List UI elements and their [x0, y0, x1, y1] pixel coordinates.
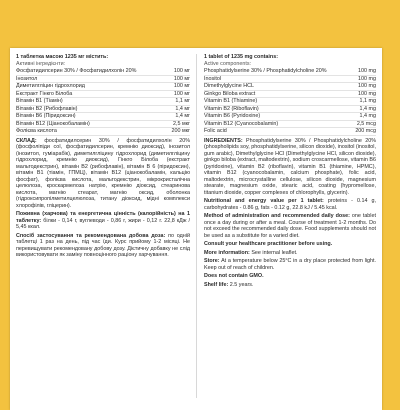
en-shelf-life	[204, 282, 376, 289]
uk-ingredient-row	[16, 83, 190, 91]
en-ingredient-row	[204, 105, 376, 113]
uk-ingredient-value: 100 мг	[154, 75, 190, 83]
en-ingredient-name: Vitamin B2 (Riboflavin)	[204, 105, 340, 113]
en-ingredient-value: 1,4 mg	[340, 113, 376, 121]
uk-usage	[16, 233, 190, 259]
uk-ingredient-name: Екстракт Гінкго Білоба	[16, 90, 154, 98]
en-nutrition	[204, 198, 376, 211]
en-method-text: one tablet once a day during or after a meal. Course of treatment 1-2 months. Do not exceed the recommended daily dose. Food supplements should not be used as a substitute for a varied diet.	[204, 213, 377, 239]
english-column	[204, 54, 376, 288]
en-ingredient-row	[204, 90, 376, 98]
uk-ingredient-row	[16, 128, 190, 136]
en-active-label: Active components:	[204, 60, 252, 67]
uk-ingredient-row	[16, 75, 190, 83]
uk-ingredient-row	[16, 90, 190, 98]
uk-ingredient-value: 100 мг	[154, 83, 190, 91]
en-ingredient-value: 100 mg	[340, 75, 376, 83]
uk-ingredient-row	[16, 113, 190, 121]
uk-ingredient-value: 1,4 мг	[154, 113, 190, 121]
uk-ingredient-value: 100 мг	[154, 68, 190, 75]
uk-composition-text: фосфатидилсерин 30% / фосфатидилхолін 20% (фосфоліпіди сої, фосфатидилсерин, кремнію диоксид), інозитол (інозитол, гуміарабік), диметилгліцину гідрохлорид (диметилгліцину гідрохлорид, кремнію диоксид), Гінкго Білоба (екстракт мальтодекстрин), вітамін В2 (рибофлавін), вітамін В 6 (піридоксин), вітамін В1 (тіамін, ГПМЦ), вітамін В12 (ціанокобаламін, кальцію фосфат), фолієва кислота, мальтодекстрин, мікрокристалічна целюлоза, кроскармелоза натрію, кремнію діоксид, стеаринова кислота, магнію стеарат, магнію оксид, оболонка (гідроксипропілметилцелюлоза, титану діоксид, мідні комплекси хлорофілів, гліцерин).	[16, 137, 191, 209]
uk-composition-label: СКЛАД:	[16, 137, 37, 144]
en-ingredient-name: Vitamin B6 (Pyridoxine)	[204, 113, 340, 121]
en-store-label: Store:	[204, 258, 220, 264]
en-ingredient-value: 100 mg	[340, 83, 376, 91]
en-method-label: Method of administration and recommended daily dose:	[204, 213, 350, 219]
en-ingredient-name: Folic acid	[204, 128, 340, 136]
uk-ingredient-name: Вітамін В1 (Тіамін)	[16, 98, 154, 106]
en-consult-label: Consult your healthcare practitioner before using.	[204, 241, 333, 247]
leaflet-sheet	[10, 48, 382, 410]
en-ingredients-label: INGREDIENTS:	[204, 137, 243, 144]
uk-ingredient-name: Вітамін В12 (Ціанокобаламін)	[16, 120, 154, 128]
uk-ingredient-row	[16, 105, 190, 113]
ukrainian-column	[16, 54, 190, 259]
uk-ingredient-value: 200 мкг	[154, 128, 190, 136]
column-divider	[196, 54, 197, 398]
en-shelf-life-label: Shelf life:	[204, 281, 229, 288]
en-ingredients-text: Phosphatidylserine 30% / Phosphatidylcholine 20% (phospholipids soy, phosphatidylserine, silicon dioxide), inositol (inositol, gum arabic), Dimethylglycine HCl (Dimethylglycine HCl, silicon dioxide), ginkgo biloba (extract, maltodextrin), sodium croscarmellose, vitamin B6 (pyridoxine), vitamin B2 (riboflavin), vitamin B1 (thiamine, HPMC), vitamin B12 (cyanocobalamin, calcium phosphate), folic acid, maltodextrin, microcrystalline cellulose, silicon dioxide, magnesium stearate, magnesium oxide, stearic acid, coating (hypromellose, titanium dioxide, copper complexes of chlorophylls, glycerin).	[204, 137, 376, 196]
en-nutrition-label: Nutritional and energy value per 1 tablet:	[204, 198, 324, 204]
en-ingredient-value: 100 mg	[340, 90, 376, 98]
uk-composition	[16, 138, 190, 210]
en-ingredient-name: Dimethylglycine HCL	[204, 83, 340, 91]
en-ingredient-name: Vitamin B12 (Cyanocobalamin)	[204, 120, 340, 128]
uk-usage-text: по одній таблетці 1 раз на день, під час їди. Курс прийому 1-2 місяці. Не перевищувати рекомендовану добову дозу. Дієтичну добавку не слід використовувати як заміну повноцінного раціону харчування.	[16, 232, 190, 258]
en-ingredient-value: 2,5 mcg	[340, 120, 376, 128]
uk-ingredient-value: 1,4 мг	[154, 105, 190, 113]
en-gmo	[204, 273, 376, 280]
en-ingredient-name: Vitamin B1 (Thiamine)	[204, 98, 340, 106]
en-ingredients-table	[204, 68, 376, 136]
en-store-text: At a temperature below 25°C in a dry place protected from light. Keep out of reach of children.	[204, 258, 376, 271]
uk-nutrition-label: Поживна (харчова) та енергетична цінність (калорійність) на 1 таблетку:	[16, 211, 190, 224]
uk-ingredient-value: 2,5 мкг	[154, 120, 190, 128]
uk-ingredient-name: Інозитол	[16, 75, 154, 83]
uk-nutrition	[16, 211, 190, 231]
uk-nutrition-text: білки - 0,14 г, вуглеводи - 0,86 г, жири - 0,12 г. 22,8 кДж / 5,45 ккал.	[16, 217, 191, 230]
uk-ingredient-row	[16, 68, 190, 75]
uk-ingredient-value: 1,1 мг	[154, 98, 190, 106]
uk-ingredient-name: Фосфатидилсерин 30% / Фосфатидилхолін 20%	[16, 68, 154, 75]
en-shelf-life-text: 2.5 years.	[229, 281, 254, 288]
en-ingredient-name: Phosphatidylserine 30% / Phosphatidylcholine 20%	[204, 68, 340, 75]
en-ingredient-row	[204, 83, 376, 91]
en-more-info-text: See internal leaflet.	[251, 249, 298, 256]
uk-usage-label: Спосіб застосування та рекомендована добова доза:	[16, 232, 166, 239]
uk-ingredient-name: Фолієва кислота	[16, 128, 154, 136]
en-more-info-label: More information:	[204, 249, 250, 256]
en-ingredient-row	[204, 75, 376, 83]
uk-ingredient-name: Вітамін В6 (Піридоксин)	[16, 113, 154, 121]
en-more-info	[204, 250, 376, 257]
en-ingredient-row	[204, 68, 376, 75]
en-gmo-label: Does not contain GMO.	[204, 273, 264, 279]
en-ingredient-row	[204, 128, 376, 136]
en-ingredient-name: Inositol	[204, 75, 340, 83]
uk-active-label: Активні інгредієнти:	[16, 60, 66, 67]
en-header: 1 tablet of 1235 mg contains:	[204, 54, 278, 60]
uk-ingredient-name: Диметилгліцин гідрохлорид	[16, 83, 154, 91]
en-ingredient-value: 100 mg	[340, 68, 376, 75]
uk-ingredient-row	[16, 98, 190, 106]
en-ingredients	[204, 138, 376, 197]
uk-ingredient-value: 100 мг	[154, 90, 190, 98]
en-ingredient-row	[204, 120, 376, 128]
en-nutrition-text: proteins - 0.14 g, carbohydrates - 0.86 g, fats - 0.12 g, 22.8 kJ / 5.45 kcal.	[204, 198, 376, 211]
en-method	[204, 213, 376, 239]
uk-ingredient-row	[16, 120, 190, 128]
uk-header: 1 таблетка масою 1235 мг містить:	[16, 54, 109, 60]
en-store	[204, 258, 376, 271]
en-ingredient-value: 1,1 mg	[340, 98, 376, 106]
uk-ingredients-table	[16, 68, 190, 136]
en-ingredient-row	[204, 98, 376, 106]
en-ingredient-name: Ginkgo Biloba extract	[204, 90, 340, 98]
en-ingredient-row	[204, 113, 376, 121]
en-consult	[204, 241, 376, 248]
en-ingredient-value: 200 mcg	[340, 128, 376, 136]
en-ingredient-value: 1,4 mg	[340, 105, 376, 113]
uk-ingredient-name: Вітамін В2 (Рибофлавін)	[16, 105, 154, 113]
